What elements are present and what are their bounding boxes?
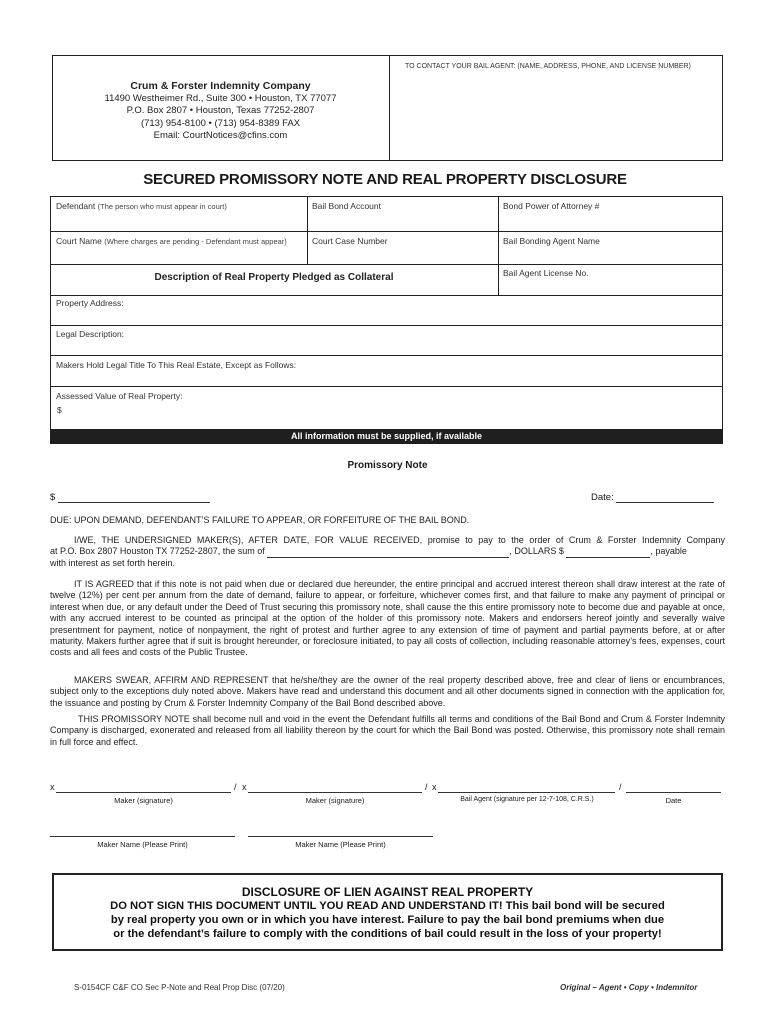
defendant-label bbox=[56, 201, 227, 211]
disclosure-line-3: or the defendant’s failure to comply with the conditions of bail could result in the loss of your property! bbox=[113, 928, 662, 940]
sig-slash-3: / bbox=[619, 782, 622, 792]
sig-x-2: x bbox=[242, 782, 247, 792]
bail-agent-name-input[interactable] bbox=[503, 248, 721, 264]
makers-hold-title-label: Makers Hold Legal Title To This Real Estate, Except as Follows: bbox=[56, 360, 297, 370]
maker-print-caption-2: Maker Name (Please Print) bbox=[295, 840, 386, 849]
copy-distribution: Original – Agent • Copy • Indemnitor bbox=[560, 983, 698, 992]
court-name-label bbox=[56, 236, 287, 246]
maker-promise-paragraph bbox=[50, 535, 725, 569]
bond-power-input[interactable] bbox=[503, 214, 721, 230]
court-name-label-text: Court Name bbox=[56, 236, 102, 246]
header-divider bbox=[389, 55, 390, 161]
sig-x-3: x bbox=[432, 782, 437, 792]
property-address-input[interactable] bbox=[56, 310, 720, 325]
maker-promise-line-1: I/WE, THE UNDERSIGNED MAKER(S), AFTER DATE, FOR VALUE RECEIVED, promise to pay to the order of Crum & Forster Indemnity Company bbox=[74, 535, 725, 545]
company-phone: (713) 954-8100 • (713) 954-8389 FAX bbox=[140, 117, 301, 129]
assessed-value-label: Assessed Value of Real Property: bbox=[56, 391, 183, 401]
grid-hline bbox=[50, 231, 723, 232]
property-address-label: Property Address: bbox=[56, 298, 124, 308]
makers-hold-title-input[interactable] bbox=[56, 371, 720, 386]
disclosure-title: DISCLOSURE OF LIEN AGAINST REAL PROPERTY bbox=[241, 885, 534, 899]
maker-print-line-1[interactable] bbox=[50, 836, 235, 837]
assessed-value-input[interactable] bbox=[66, 403, 270, 418]
note-amount-line[interactable] bbox=[58, 493, 210, 503]
form-id: S-0154CF C&F CO Sec P-Note and Real Prop Disc (07/20) bbox=[74, 983, 285, 992]
maker-signature-line-1[interactable] bbox=[56, 792, 231, 793]
maker-promise-address: at P.O. Box 2807 Houston TX 77252-2807, the sum of bbox=[50, 546, 265, 557]
maker-signature-line-2[interactable] bbox=[248, 792, 422, 793]
company-address-1: 11490 Westheimer Rd., Suite 300 • Houston, TX 77077 bbox=[104, 92, 337, 104]
sig-slash-2: / bbox=[425, 782, 428, 792]
bail-bond-account-input[interactable] bbox=[312, 214, 496, 230]
bond-power-label: Bond Power of Attorney # bbox=[503, 201, 600, 211]
null-void-paragraph: THIS PROMISSORY NOTE shall become null and void in the event the Defendant fulfills all terms and conditions of the Bail Bond and Crum & Forster Indemnity Company is discharged, exonerated and released from all liability thereon by the court for which the Bail Bond was posted. Otherwise, this promissory note shall remain in full force and effect. bbox=[50, 714, 725, 747]
company-email: Email: CourtNotices@cfins.com bbox=[153, 130, 288, 141]
maker-signature-caption-1: Maker (signature) bbox=[114, 796, 173, 805]
maker-promise-line-2 bbox=[50, 546, 725, 557]
grid-vline bbox=[498, 196, 499, 295]
note-date-label: Date: bbox=[591, 492, 614, 503]
grid-hline bbox=[50, 264, 723, 265]
company-address-2: P.O. Box 2807 • Houston, Texas 77252-2807 bbox=[126, 105, 315, 116]
disclosure-line-2: by real property you own or in which you have interest. Failure to pay the bail bond premiums when due bbox=[110, 914, 665, 926]
grid-hline bbox=[50, 355, 723, 356]
bail-agent-contact-field[interactable] bbox=[395, 76, 721, 160]
legal-description-input[interactable] bbox=[56, 340, 720, 355]
due-terms: DUE: UPON DEMAND, DEFENDANT’S FAILURE TO APPEAR, OR FORFEITURE OF THE BAIL BOND. bbox=[50, 515, 470, 525]
court-case-number-label: Court Case Number bbox=[312, 236, 388, 246]
contact-agent-label: TO CONTACT YOUR BAIL AGENT: (NAME, ADDRESS, PHONE, AND LICENSE NUMBER) bbox=[405, 63, 691, 70]
court-case-number-input[interactable] bbox=[312, 248, 496, 264]
defendant-note: (The person who must appear in court) bbox=[97, 202, 227, 211]
sig-slash-1: / bbox=[234, 782, 237, 792]
page-title: SECURED PROMISSORY NOTE AND REAL PROPERTY DISCLOSURE bbox=[143, 171, 627, 188]
agent-signature-caption: Bail Agent (signature per 12-7-108, C.R.S.) bbox=[460, 796, 594, 803]
defendant-label-text: Defendant bbox=[56, 201, 96, 211]
maker-print-caption-1: Maker Name (Please Print) bbox=[97, 840, 188, 849]
date-caption: Date bbox=[665, 796, 682, 805]
sig-x-1: x bbox=[50, 782, 55, 792]
maker-promise-line-3: with interest as set forth herein. bbox=[50, 557, 176, 568]
bail-bond-account-label: Bail Bond Account bbox=[312, 201, 381, 211]
legal-description-label: Legal Description: bbox=[56, 329, 125, 339]
lien-disclosure-box bbox=[52, 873, 723, 951]
property-description-title: Description of Real Property Pledged as Collateral bbox=[154, 272, 394, 283]
agent-license-input[interactable] bbox=[503, 280, 721, 295]
sum-figures-line[interactable] bbox=[566, 548, 650, 558]
agent-license-label: Bail Agent License No. bbox=[503, 268, 589, 278]
info-required-banner: All information must be supplied, if available bbox=[50, 429, 723, 444]
bail-agent-name-label: Bail Bonding Agent Name bbox=[503, 236, 600, 246]
maker-promise-dollars: , DOLLARS $ bbox=[509, 546, 564, 557]
grid-hline bbox=[50, 295, 723, 296]
defendant-input[interactable] bbox=[56, 214, 305, 230]
note-amount-row bbox=[50, 492, 210, 503]
grid-hline bbox=[50, 386, 723, 387]
promissory-note-heading: Promissory Note bbox=[347, 460, 428, 471]
company-block bbox=[52, 80, 389, 143]
court-name-note: (Where charges are pending - Defendant must appear) bbox=[104, 237, 287, 246]
agent-signature-line[interactable] bbox=[438, 792, 615, 793]
note-date-row bbox=[591, 492, 714, 503]
maker-print-line-2[interactable] bbox=[248, 836, 433, 837]
maker-signature-caption-2: Maker (signature) bbox=[305, 796, 365, 805]
disclosure-line-1: DO NOT SIGN THIS DOCUMENT UNTIL YOU READ AND UNDERSTAND IT! This bail bond will be secured bbox=[110, 900, 665, 912]
signature-date-line[interactable] bbox=[626, 792, 721, 793]
grid-vline bbox=[307, 196, 308, 264]
note-amount-prefix: $ bbox=[50, 492, 56, 503]
assessed-value-dollar: $ bbox=[57, 405, 62, 415]
agreement-paragraph: IT IS AGREED that if this note is not paid when due or declared due hereunder, the entire principal and accrued interest thereon shall draw interest at the rate of twelve (12%) per cent per annum from the date of demand, failure to appear, or forfeiture, whichever comes first, and that failure to make any payment of principal or interest when due, or any default under the Deed of Trust securing this promissory note, shall cause the this entire promissory note to become due and payable at once, with any accrued interest to be counted as principal at the option of the holder of this promissory note. Makers and endorsers hereof jointly and severally waive presentment for payment, notice of nonpayment, the right of protest and further agree to any extension of time of payment and partial payments before, at or after maturity. Makers further agree that if suit is brought hereunder, or foreclosure initiated, to pay all costs of collection, including reasonable attorney’s fees, expenses, court costs and all fees and costs of the Public Trustee. bbox=[50, 579, 725, 658]
maker-promise-payable: , payable bbox=[650, 546, 687, 557]
makers-swear-paragraph: MAKERS SWEAR, AFFIRM AND REPRESENT that he/she/they are the owner of the real property described above, free and clear of liens or encumbrances, subject only to the exceptions duly noted above. Makers have read and understand this document and all other documents signed in connection with the application for, the issuance and posting by Crum & Forster Indemnity Company of the Bail Bond described above. bbox=[50, 675, 725, 708]
grid-hline bbox=[50, 325, 723, 326]
court-name-input[interactable] bbox=[56, 248, 305, 264]
company-name: Crum & Forster Indemnity Company bbox=[130, 80, 311, 92]
sum-words-line[interactable] bbox=[267, 548, 509, 558]
note-date-line[interactable] bbox=[616, 493, 714, 503]
